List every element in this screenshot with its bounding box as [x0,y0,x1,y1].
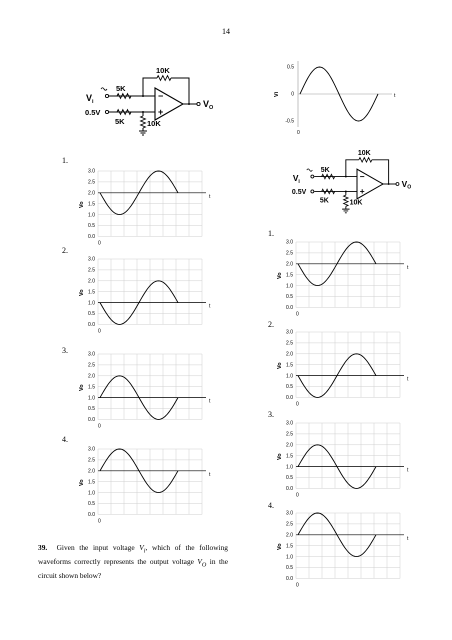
option-number-right-3: 3. [268,410,274,419]
var-o-sub: O [201,562,207,569]
y-tick-label: 2.5 [88,267,95,274]
y-axis-label: Vo [79,384,85,392]
resistor-input [322,174,335,178]
question-text [38,543,228,581]
t-axis-label: t [209,303,211,310]
question-number: 39. [38,543,48,552]
y-tick-label: 3.0 [286,329,293,336]
ground-icon [342,206,349,213]
y-tick-label: 3.0 [286,510,293,517]
y-tick-label: 2.0 [286,261,293,268]
t-axis-label: t [407,264,409,271]
out-terminal [197,102,200,105]
resistor-feedback [157,76,171,81]
node-dot-out [388,183,390,185]
y-tick-label: 0.5 [88,406,95,413]
y-tick-label: 0.5 [88,223,95,230]
resistor-ref [117,110,131,115]
opamp-minus: − [158,91,164,101]
y-tick-label: 1.0 [88,395,95,402]
out-label: V [401,178,408,189]
option-plot-right-3 [277,421,409,499]
option-plot-left-1 [79,169,211,247]
y-tick-label: 0.5 [286,384,293,391]
ref-terminal [311,190,314,193]
resistor-feedback-label: 10K [156,66,170,75]
y-tick-label: 2.0 [88,278,95,285]
option-plot-right-2 [277,330,409,408]
page-number: 14 [222,27,230,36]
option-number-right-2: 2. [268,320,274,329]
y-tick-label: 0.0 [286,305,293,312]
y-axis-label: Vo [79,201,85,209]
y-tick-label: 1.0 [286,554,293,561]
resistor-ref-label: 5K [319,197,329,205]
t-axis-label: t [407,467,409,474]
question-part-a: Given the input voltage [56,543,140,552]
y-tick-label: 1.5 [286,543,293,550]
vi-sub: i [92,99,94,105]
question-part-b: , which of the following waveforms correctly represents the output voltage [38,543,228,567]
origin-label: 0 [98,423,101,430]
resistor-ground [344,195,348,206]
y-tick-label: 1.0 [286,373,293,380]
y-tick-label: 0.0 [88,234,95,241]
y-axis-label: Vo [79,289,85,297]
vi-sub: i [298,179,300,186]
y-tick-label: 0.5 [286,565,293,572]
t-axis-label: t [407,376,409,383]
origin-label: 0 [296,582,299,589]
resistor-ref [322,189,335,193]
y-tick-label: 3.0 [286,420,293,427]
input-plot [274,61,396,136]
y-tick-label: 2.0 [88,468,95,475]
resistor-feedback-label: 10K [357,150,371,158]
ref-voltage-label: 0.5V [85,108,101,117]
ac-source-icon [307,169,313,171]
t-axis-label: t [209,471,211,478]
resistor-input [117,94,131,99]
y-tick-label: 2.0 [286,442,293,449]
opamp-plus: + [158,107,164,117]
var-v-out: V [197,557,202,567]
vi-tick-low: -0.5 [285,118,294,125]
vi-origin: 0 [297,130,300,136]
y-tick-label: 2.5 [286,431,293,438]
y-tick-label: 2.5 [88,457,95,464]
t-axis-label: t [209,193,211,200]
resistor-input-label: 5K [320,166,330,174]
origin-label: 0 [296,401,299,408]
y-tick-label: 3.0 [88,168,95,175]
option-plot-left-4 [79,447,211,525]
y-tick-label: 1.0 [88,490,95,497]
option-plot-left-3 [79,352,211,430]
vi-tick-high: 0.5 [287,64,294,71]
out-terminal [396,183,399,186]
y-tick-label: 1.5 [88,289,95,296]
y-tick-label: 1.0 [286,283,293,290]
y-tick-label: 1.5 [88,479,95,486]
out-label: V [203,99,210,109]
vi-x-label: t [394,93,396,99]
vi-tick-zero: 0 [291,91,294,98]
y-tick-label: 1.0 [286,464,293,471]
origin-label: 0 [98,328,101,335]
option-plot-left-2 [79,257,211,335]
y-tick-label: 1.0 [88,300,95,307]
resistor-ground [141,116,146,128]
option-number-left-2: 2. [62,246,68,255]
resistor-ref-label: 5K [115,117,125,126]
y-tick-label: 1.0 [88,212,95,219]
y-tick-label: 0.0 [286,395,293,402]
y-tick-label: 0.0 [88,417,95,424]
y-tick-label: 0.0 [286,486,293,493]
y-tick-label: 1.5 [88,384,95,391]
y-tick-label: 2.0 [286,532,293,539]
option-plot-right-1 [277,240,409,318]
vi-label: V [292,173,299,184]
question-part-c: in the circuit shown below? [38,557,229,581]
y-tick-label: 2.0 [88,190,95,197]
option-number-left-1: 1. [62,156,68,165]
option-number-right-1: 1. [268,229,274,238]
y-tick-label: 3.0 [88,446,95,453]
t-axis-label: t [407,535,409,542]
y-tick-label: 1.5 [286,362,293,369]
y-tick-label: 0.0 [286,576,293,583]
y-tick-label: 2.5 [88,179,95,186]
origin-label: 0 [98,240,101,247]
y-tick-label: 0.0 [88,322,95,329]
option-plot-right-4 [277,511,409,589]
y-axis-label: Vo [79,479,85,487]
y-axis-label: Vo [277,453,283,461]
y-tick-label: 3.0 [88,256,95,263]
option-number-right-4: 4. [268,501,274,510]
y-tick-label: 0.5 [88,501,95,508]
var-i-sub: i [143,548,146,555]
y-tick-label: 3.0 [286,239,293,246]
resistor-ground-label: 10K [147,119,161,128]
y-tick-label: 1.5 [286,453,293,460]
opamp-plus: + [359,186,365,197]
resistor-ground-label: 10K [349,199,363,207]
node-dot-out [188,103,190,105]
opamp-minus: − [359,171,365,182]
y-axis-label: Vo [277,362,283,370]
resistor-feedback [359,158,372,162]
out-sub: O [209,105,214,111]
out-sub: O [407,184,412,191]
origin-label: 0 [296,492,299,499]
y-tick-label: 3.0 [88,351,95,358]
circuit-right [292,150,411,213]
y-tick-label: 2.5 [286,340,293,347]
origin-label: 0 [98,518,101,525]
y-tick-label: 2.5 [88,362,95,369]
resistor-input-label: 5K [116,84,126,93]
y-tick-label: 2.0 [286,351,293,358]
vi-terminal [311,175,314,178]
y-tick-label: 0.5 [88,311,95,318]
var-v: V [139,543,144,552]
ref-terminal [105,110,108,113]
option-number-left-3: 3. [62,346,68,355]
option-number-left-4: 4. [62,435,68,444]
vi-y-label: Vi [274,91,280,97]
y-tick-label: 2.5 [286,521,293,528]
y-tick-label: 1.5 [88,201,95,208]
ground-icon [139,128,147,135]
y-tick-label: 0.0 [88,512,95,519]
circuit-top [85,66,214,135]
y-tick-label: 2.5 [286,250,293,257]
y-tick-label: 2.0 [88,373,95,380]
ref-voltage-label: 0.5V [291,189,307,197]
vi-label: V [86,93,93,103]
y-tick-label: 0.5 [286,475,293,482]
y-axis-label: Vo [277,272,283,280]
ac-source-icon [101,88,107,91]
y-tick-label: 1.5 [286,272,293,279]
y-axis-label: Vo [277,543,283,551]
y-tick-label: 0.5 [286,294,293,301]
origin-label: 0 [296,311,299,318]
t-axis-label: t [209,398,211,405]
vi-terminal [105,94,108,97]
